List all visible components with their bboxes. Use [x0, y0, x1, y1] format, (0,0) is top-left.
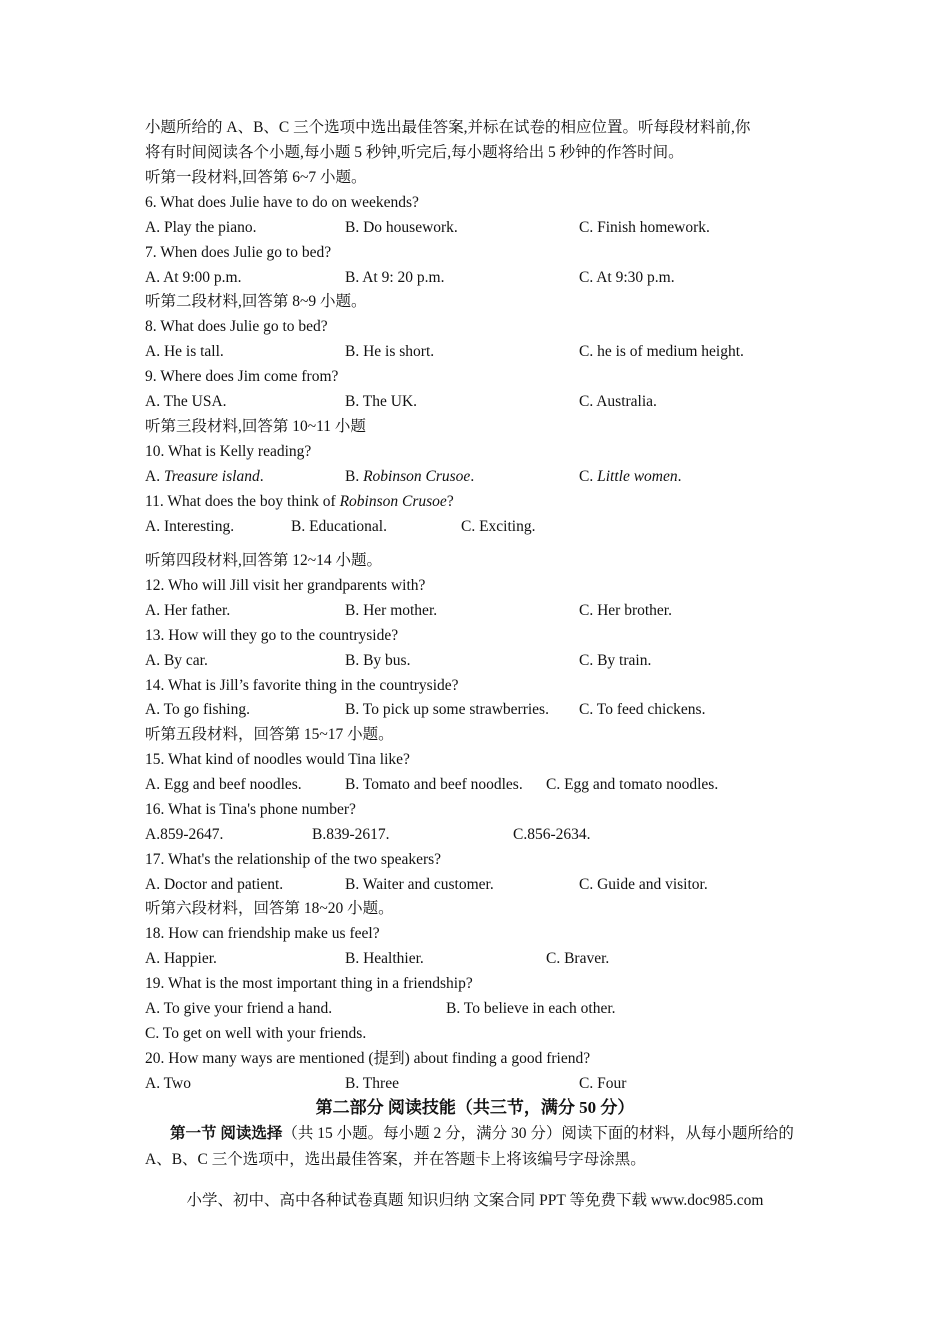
option-b: B.839-2617. — [312, 826, 390, 843]
option-b: B. Waiter and customer. — [345, 876, 494, 893]
question-stem: 9. Where does Jim come from? — [145, 368, 339, 385]
option-c: C. At 9:30 p.m. — [579, 269, 675, 286]
option-b: B. Do housework. — [345, 219, 458, 236]
question-stem: 7. When does Julie go to bed? — [145, 244, 332, 261]
option-c: C. Her brother. — [579, 602, 672, 619]
option-a: A. Two — [145, 1075, 191, 1092]
option-a: A. Happier. — [145, 950, 217, 967]
option-c: C. Australia. — [579, 393, 657, 410]
question-stem: 6. What does Julie have to do on weekends? — [145, 194, 419, 211]
option-b: B. Educational. — [291, 518, 387, 535]
option-a: A. Egg and beef noodles. — [145, 776, 302, 793]
option-a: A. Her father. — [145, 602, 231, 619]
question-stem: 16. What is Tina's phone number? — [145, 801, 356, 818]
section-header: 听第四段材料,回答第 12~14 小题。 — [145, 552, 383, 569]
option-c: C. To feed chickens. — [579, 701, 706, 718]
option-a: A. Interesting. — [145, 518, 235, 535]
question-stem: 19. What is the most important thing in a friendship? — [145, 975, 473, 992]
section-header: 听第五段材料，回答第 15~17 小题。 — [145, 726, 394, 743]
section-header: 听第二段材料,回答第 8~9 小题。 — [145, 293, 367, 310]
option-c: C. By train. — [579, 652, 652, 669]
question-stem: 20. How many ways are mentioned (提到) about finding a good friend? — [145, 1050, 591, 1067]
option-b: B. Tomato and beef noodles. — [345, 776, 523, 793]
option-b: B. At 9: 20 p.m. — [345, 269, 445, 286]
option-a: A. At 9:00 p.m. — [145, 269, 242, 286]
option-c: C. Exciting. — [461, 518, 536, 535]
option-a: A. Doctor and patient. — [145, 876, 284, 893]
option-a: A. By car. — [145, 652, 208, 669]
intro-line: 小题所给的 A、B、C 三个选项中选出最佳答案,并标在试卷的相应位置。听每段材料前,你 — [145, 119, 751, 136]
question-stem: 17. What's the relationship of the two speakers? — [145, 851, 442, 868]
question-stem: 11. What does the boy think of Robinson Crusoe? — [145, 493, 454, 510]
part-two-title: 第二部分 阅读技能（共三节，满分 50 分） — [315, 1098, 635, 1117]
question-stem: 18. How can friendship make us feel? — [145, 925, 380, 942]
question-stem: 14. What is Jill’s favorite thing in the countryside? — [145, 677, 459, 694]
section-header: 听第一段材料,回答第 6~7 小题。 — [145, 169, 367, 186]
question-stem: 8. What does Julie go to bed? — [145, 318, 328, 335]
option-b: B. To believe in each other. — [446, 1000, 616, 1017]
option-b: B. The UK. — [345, 393, 418, 410]
option-a: A. Treasure island. — [145, 468, 264, 485]
option-c: C. Braver. — [546, 950, 610, 967]
option-c: C. Egg and tomato noodles. — [546, 776, 719, 793]
option-a: A.859-2647. — [145, 826, 224, 843]
option-b: B. He is short. — [345, 343, 435, 360]
option-b: B. To pick up some strawberries. — [345, 701, 549, 718]
option-a: A. The USA. — [145, 393, 227, 410]
option-b: B. Three — [345, 1075, 399, 1092]
option-c: C. Four — [579, 1075, 627, 1092]
section-instruction: 第一节 阅读选择（共 15 小题。每小题 2 分，满分 30 分）阅读下面的材料，从每小题所给的 A、B、C 三个选项中，选出最佳答案，并在答题卡上将该编号字母涂黑。 — [145, 1125, 794, 1168]
option-b: B. Healthier. — [345, 950, 424, 967]
option-c: C. To get on well with your friends. — [145, 1025, 367, 1042]
page-footer: 小学、初中、高中各种试卷真题 知识归纳 文案合同 PPT 等免费下载 www.doc985.com — [186, 1192, 764, 1209]
intro-line: 将有时间阅读各个小题,每小题 5 秒钟,听完后,每小题将给出 5 秒钟的作答时间。 — [145, 144, 684, 161]
option-a: A. Play the piano. — [145, 219, 257, 236]
option-c: C. Little women. — [579, 468, 682, 485]
option-c: C. Finish homework. — [579, 219, 710, 236]
option-a: A. To go fishing. — [145, 701, 250, 718]
option-b: B. Robinson Crusoe. — [345, 468, 475, 485]
question-stem: 15. What kind of noodles would Tina like? — [145, 751, 410, 768]
question-stem: 10. What is Kelly reading? — [145, 443, 312, 460]
section-label: 第一节 阅读选择 — [170, 1125, 283, 1142]
option-a: A. To give your friend a hand. — [145, 1000, 333, 1017]
question-stem: 12. Who will Jill visit her grandparents with? — [145, 577, 426, 594]
option-b: B. By bus. — [345, 652, 411, 669]
option-a: A. He is tall. — [145, 343, 224, 360]
section-header: 听第六段材料，回答第 18~20 小题。 — [145, 900, 394, 917]
option-b: B. Her mother. — [345, 602, 438, 619]
section-header: 听第三段材料,回答第 10~11 小题 — [145, 418, 366, 435]
option-c: C. Guide and visitor. — [579, 876, 708, 893]
option-c: C. he is of medium height. — [579, 343, 744, 360]
question-stem: 13. How will they go to the countryside? — [145, 627, 399, 644]
option-c: C.856-2634. — [513, 826, 591, 843]
